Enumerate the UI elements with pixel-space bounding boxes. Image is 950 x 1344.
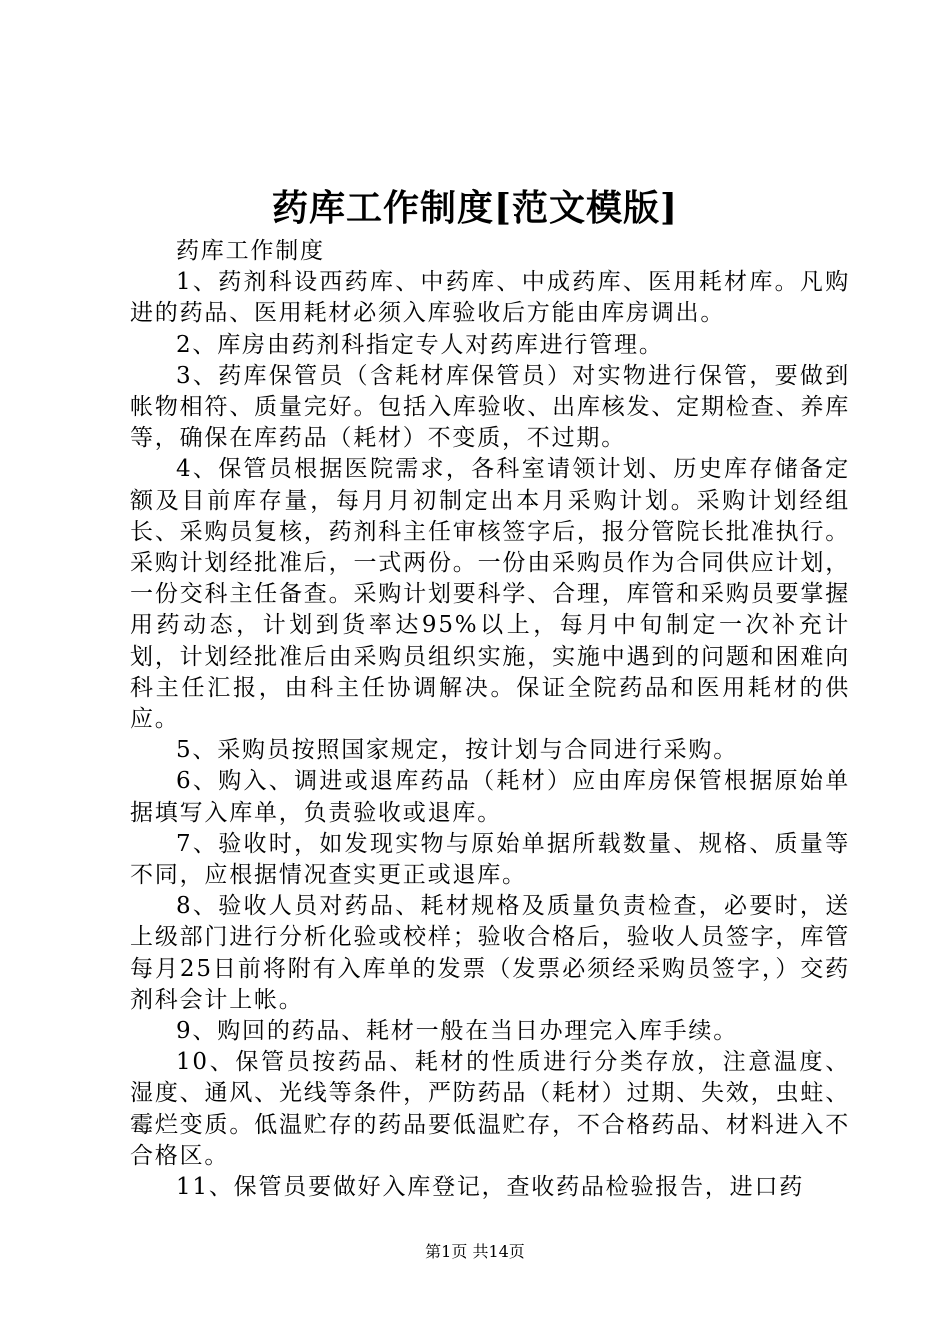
paragraph-6: 6、购入、调进或退库药品（耗材）应由库房保管根据原始单据填写入库单，负责验收或退库。 (130, 768, 850, 826)
paragraph-10: 10、保管员按药品、耗材的性质进行分类存放，注意温度、湿度、通风、光线等条件，严防药品（耗材）过期、失效，虫蛀、霉烂变质。低温贮存的药品要低温贮存，不合格药品、材料进入不合格区。 (130, 1049, 850, 1169)
document-body (130, 236, 850, 1203)
document-title: 药库工作制度[范文模版] (271, 187, 679, 229)
paragraph-9: 9、购回的药品、耗材一般在当日办理完入库手续。 (176, 1018, 739, 1045)
paragraph-2: 2、库房由药剂科指定专人对药库进行管理。 (176, 331, 664, 358)
paragraph-8: 8、验收人员对药品、耗材规格及质量负责检查，必要时，送上级部门进行分析化验或校样；验收合格后，验收人员签字，库管每月25日前将附有入库单的发票（发票必须经采购员签字，）交药剂科会计上帐。 (130, 893, 850, 1013)
paragraph-5: 5、采购员按照国家规定，按计划与合同进行采购。 (176, 737, 739, 764)
paragraph-11: 11、保管员要做好入库登记，查收药品检验报告，进口药 (176, 1174, 805, 1201)
paragraph-7: 7、验收时，如发现实物与原始单据所载数量、规格、质量等不同，应根据情况查实更正或退库。 (130, 830, 850, 889)
paragraph-4: 4、保管员根据医院需求，各科室请领计划、历史库存储备定额及目前库存量，每月月初制定出本月采购计划。采购计划经组长、采购员复核，药剂科主任审核签字后，报分管院长批准执行。采购计划经批准后，一式两份。一份由采购员作为合同供应计划，一份交科主任备查。采购计划要科学、合理，库管和采购员要掌握用药动态，计划到货率达95%以上，每月中旬制定一次补充计划，计划经批准后由采购员组织实施，实施中遇到的问题和困难向科主任汇报，由科主任协调解决。保证全院药品和医用耗材的供应。 (130, 456, 850, 733)
paragraph-heading: 药库工作制度 (176, 238, 325, 264)
page-footer: 第1页 共14页 (425, 1242, 525, 1261)
paragraph-1: 1、药剂科设西药库、中药库、中成药库、医用耗材库。凡购进的药品、医用耗材必须入库验收后方能由库房调出。 (130, 269, 850, 327)
paragraph-3: 3、药库保管员（含耗材库保管员）对实物进行保管，要做到帐物相符、质量完好。包括入库验收、出库核发、定期检查、养库等，确保在库药品（耗材）不变质，不过期。 (130, 362, 850, 452)
